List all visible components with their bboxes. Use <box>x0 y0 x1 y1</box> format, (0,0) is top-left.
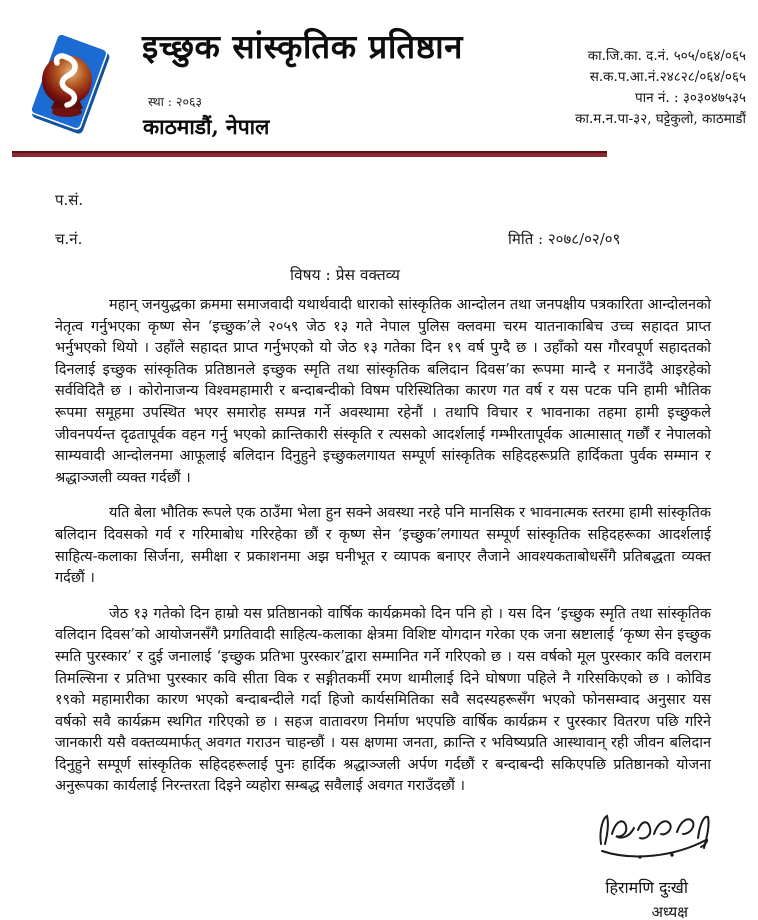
signatory-name: हिरामणि दुःखी <box>605 878 688 897</box>
letter-number-label: प.सं. <box>55 191 84 209</box>
foundation-logo-icon <box>26 30 112 148</box>
registration-line: स.क.प.आ.नं.२४८२८/०६४/०६५ <box>589 69 746 85</box>
paragraph: जेठ १३ गतेको दिन हाम्रो यस प्रतिष्ठानको वार्षिक कार्यक्रमको दिन पनि हो । यस दिन ‘इच्छुक स्मृति तथा सांस्कृतिक वलिदान दिवस’को आयोजनसँगै प्रगतिवादी साहित्य-कलाका क्षेत्रमा विशिष्ट योगदान गरेका एक जना स्रष्टालाई ‘कृष्ण सेन इच्छुक स्मति पुरस्कार’ र दुई जनालाई ‘इच्छुक प्रतिभा पुरस्कार’द्वारा सम्मानित गर्ने गरिएको छ । यस वर्षको मूल पुरस्कार कवि वलराम तिमल्सिना र प्रतिभा पुरस्कार कवि सीता विक र सङ्गीतकर्मी रमण थामीलाई दिने घोषणा पहिले नै गरिसकिएको छ । कोविड १९को महामारीका कारण भएको बन्दाबन्दीले गर्दा हिजो कार्यसमितिका सवै सदस्यहरूसँग भएको फोनसम्वाद अनुसार यस वर्षको सवै कार्यक्रम स्थगित गरिएको छ । सहज वातावरण निर्माण भएपछि वार्षिक कार्यक्रम र पुरस्कार वितरण पछि गरिने जानकारी यसै वक्तव्यमार्फत् अवगत गराउन चाहन्छौं । यस क्षणमा जनता, क्रान्ति र भविष्यप्रति आस्थावान् रही जीवन बलिदान दिनुहुने सम्पूर्ण सांस्कृतिक सहिदहरूलाई पुनः हार्दिक श्रद्धाञ्जली अर्पण गर्दछौं र बन्दाबन्दी सकिएपछि प्रतिष्ठानको योजना अनुरूपका कार्यलाई निरन्तरता दिइने व्यहोरा सम्बद्ध सवैलाई अवगत गराउँदछौं । <box>55 605 711 795</box>
registration-block <box>575 46 746 130</box>
signatory-title: अध्यक्ष <box>651 903 688 920</box>
organization-name: इच्छुक सांस्कृतिक प्रतिष्ठान <box>142 27 463 66</box>
registration-line: का.म.न.पा-३२, घट्टेकुलो, काठमाडौं <box>575 111 746 127</box>
registration-line: का.जि.का. द.नं. ५०५/०६४/०६५ <box>587 48 746 64</box>
organization-city: काठमाडौं, नेपाल <box>143 114 270 139</box>
signatory-block <box>605 876 688 920</box>
paragraph: महान् जनयुद्धका क्रममा समाजवादी यथार्थवादी धाराको सांस्कृतिक आन्दोलन तथा जनपक्षीय पत्रकारिता आन्दोलनको नेतृत्व गर्नुभएका कृष्ण सेन ‘इच्छुक’ले २०५९ जेठ १३ गते नेपाल पुलिस क्लवमा चरम यातनाकाबिच उच्च सहादत प्राप्त भर्नुभएको थियो । उहाँले सहादत प्राप्त गर्नुभएको यो जेठ १३ गतेका दिन १९ वर्ष पुग्दै छ । उहाँको यस गौरवपूर्ण सहादतको दिनलाई इच्छुक सांस्कृतिक प्रतिष्ठानले इच्छुक स्मृति तथा सांस्कृतिक बलिदान दिवस’का रूपमा मान्दै र मनाउँदै आइरहेको सर्वविदितै छ । कोरोनाजन्य विश्वमहामारी र बन्दाबन्दीको विषम परिस्थितिका कारण गत वर्ष र यस पटक पनि हामी भौतिक रूपमा समूहमा उपस्थित भएर समारोह सम्पन्न गर्ने अवस्थामा रहेनौं । तथापि विचार र भावनाका तहमा हामी इच्छुकले जीवनपर्यन्त दृढतापूर्वक वहन गर्नु भएको क्रान्तिकारी संस्कृति र त्यसको आदर्शलाई गम्भीरतापूर्वक आत्मासात् गर्छौं र नेपालको साम्यवादी आन्दोलनमा आफूलाई बलिदान दिनुहुने इच्छुकलगायत सम्पूर्ण सांस्कृतिक सहिदहरूप्रति हार्दिकता पुर्वक सम्मान र श्रद्धाञ्जली व्यक्त गर्दछौं । <box>55 297 711 486</box>
established-year: स्था : २०६३ <box>148 94 202 109</box>
subject-line: विषय : प्रेस वक्तव्य <box>290 266 400 284</box>
signature-scribble <box>592 810 722 864</box>
header-divider <box>12 151 607 157</box>
letter-date: मिति : २०७८/०२/०९ <box>508 230 621 248</box>
paragraph: यति बेला भौतिक रूपले एक ठाउँमा भेला हुन सक्ने अवस्था नरहे पनि मानसिक र भावनात्मक स्तरमा हामी सांस्कृतिक बलिदान दिवसको गर्व र गरिमाबोध गरिरहेका छौं र कृष्ण सेन ‘इच्छुक’लगायत सम्पूर्ण सांस्कृतिक सहिदहरूका आदर्शलाई साहित्य-कलाका सिर्जना, समीक्षा र प्रकाशनमा अझ घनीभूत र व्यापक बनाएर लैजाने आवश्यकताबोधसँगै प्रतिबद्धता व्यक्त गर्दछौं । <box>55 505 711 587</box>
letter-body <box>55 295 711 812</box>
registration-line: पान नं. : ३०३०४७५३५ <box>634 90 746 106</box>
dispatch-number-label: च.नं. <box>55 230 83 248</box>
